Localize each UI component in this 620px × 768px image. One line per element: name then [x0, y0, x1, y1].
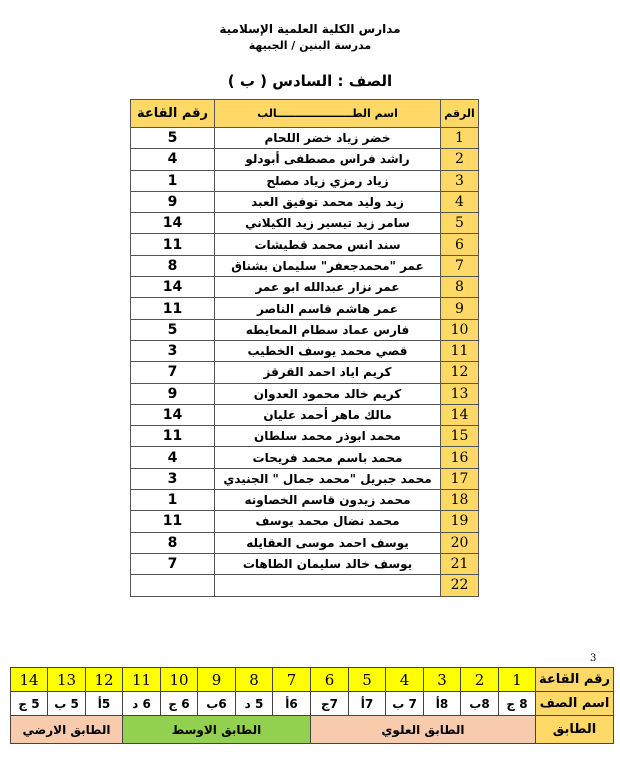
floor-room-number: 14	[11, 668, 48, 692]
row-number: 10	[441, 319, 479, 340]
student-name: سامر زيد تيسير زيد الكيلاني	[215, 213, 441, 234]
header-num: الرقم	[441, 100, 479, 128]
student-name: راشد فراس مصطفى أبودلو	[215, 149, 441, 170]
floor-ground: الطابق الارضي	[11, 716, 123, 744]
table-row	[131, 277, 479, 298]
student-name: يوسف احمد موسى العقايله	[215, 532, 441, 553]
table-row	[131, 404, 479, 425]
table-row	[131, 532, 479, 553]
room-number: 1	[131, 170, 215, 191]
floor-room-number: 10	[161, 668, 198, 692]
label-class: اسم الصف	[536, 692, 614, 716]
row-number: 3	[441, 170, 479, 191]
student-name: عمر نزار عبدالله ابو عمر	[215, 277, 441, 298]
floor-room-number: 9	[198, 668, 236, 692]
room-number: 14	[131, 213, 215, 234]
floor-class-name: 8ب	[461, 692, 499, 716]
row-number: 12	[441, 362, 479, 383]
student-name: مالك ماهر أحمد عليان	[215, 404, 441, 425]
student-name: محمد باسم محمد فريحات	[215, 447, 441, 468]
floor-class-name: 6أ	[273, 692, 311, 716]
floor-room-number: 2	[461, 668, 499, 692]
table-row	[131, 490, 479, 511]
floor-class-name: 8أ	[424, 692, 461, 716]
school-name: مدارس الكلية العلمية الإسلامية	[219, 22, 401, 36]
student-name: محمد جبريل "محمد جمال " الجنيدي	[215, 468, 441, 489]
row-number: 13	[441, 383, 479, 404]
floor-class-name: 7أ	[349, 692, 386, 716]
room-number	[131, 575, 215, 596]
row-number: 16	[441, 447, 479, 468]
floor-class-name: 7 ب	[386, 692, 424, 716]
room-number: 11	[131, 426, 215, 447]
floor-class-name: 6 د	[123, 692, 161, 716]
student-name: عمر "محمدجعفر" سليمان بشناق	[215, 255, 441, 276]
floor-class-name: 6ب	[198, 692, 236, 716]
table-row	[131, 362, 479, 383]
table-row	[131, 468, 479, 489]
floor-room-number: 5	[349, 668, 386, 692]
row-number: 14	[441, 404, 479, 425]
row-number: 15	[441, 426, 479, 447]
room-number: 5	[131, 319, 215, 340]
room-number: 4	[131, 149, 215, 170]
table-row	[131, 575, 479, 596]
row-number: 1	[441, 128, 479, 149]
page-number: 3	[590, 653, 597, 664]
table-row	[131, 511, 479, 532]
table-row	[131, 149, 479, 170]
student-name: محمد نضال محمد يوسف	[215, 511, 441, 532]
row-number: 21	[441, 553, 479, 574]
floor-room-number: 3	[424, 668, 461, 692]
floor-room-number: 7	[273, 668, 311, 692]
row-number: 6	[441, 234, 479, 255]
floor-room-number: 12	[86, 668, 123, 692]
students-table	[130, 99, 479, 597]
table-row	[131, 298, 479, 319]
student-name: محمد ابوذر محمد سلطان	[215, 426, 441, 447]
row-number: 18	[441, 490, 479, 511]
student-name: سند انس محمد قطيشات	[215, 234, 441, 255]
student-name: محمد زيدون قاسم الخصاونه	[215, 490, 441, 511]
table-header-row	[131, 100, 479, 128]
room-number: 4	[131, 447, 215, 468]
table-row	[131, 191, 479, 212]
label-room: رقم القاعة	[536, 668, 614, 692]
room-number: 8	[131, 532, 215, 553]
table-row	[131, 553, 479, 574]
class-title: الصف : السادس ( ب )	[227, 72, 393, 90]
student-name: يوسف خالد سليمان الطاهات	[215, 553, 441, 574]
floor-row-floors	[11, 716, 614, 744]
floor-class-name: 5 ب	[48, 692, 86, 716]
room-number: 11	[131, 298, 215, 319]
room-number: 3	[131, 468, 215, 489]
row-number: 8	[441, 277, 479, 298]
table-row	[131, 447, 479, 468]
floor-table	[10, 667, 614, 744]
room-number: 9	[131, 191, 215, 212]
student-name: عمر هاشم قاسم الناصر	[215, 298, 441, 319]
label-floor: الطابق	[536, 716, 614, 744]
table-row	[131, 340, 479, 361]
room-number: 11	[131, 234, 215, 255]
student-name: زيد وليد محمد توفيق العبد	[215, 191, 441, 212]
floor-room-number: 13	[48, 668, 86, 692]
floor-class-name: 5أ	[86, 692, 123, 716]
row-number: 9	[441, 298, 479, 319]
floor-class-name: 5 د	[236, 692, 273, 716]
student-name	[215, 575, 441, 596]
floor-room-number: 1	[499, 668, 536, 692]
table-row	[131, 128, 479, 149]
floor-class-name: 7ج	[311, 692, 349, 716]
table-row	[131, 319, 479, 340]
student-name: كريم خالد محمود العدوان	[215, 383, 441, 404]
table-row	[131, 255, 479, 276]
room-number: 7	[131, 362, 215, 383]
room-number: 7	[131, 553, 215, 574]
row-number: 4	[441, 191, 479, 212]
student-name: خضر زياد خضر اللحام	[215, 128, 441, 149]
room-number: 5	[131, 128, 215, 149]
floor-class-name: 5 ج	[11, 692, 48, 716]
table-row	[131, 170, 479, 191]
header-room: رقم القاعة	[131, 100, 215, 128]
floor-middle: الطابق الاوسط	[123, 716, 311, 744]
row-number: 19	[441, 511, 479, 532]
table-row	[131, 213, 479, 234]
floor-row-classes	[11, 692, 614, 716]
room-number: 14	[131, 404, 215, 425]
table-row	[131, 383, 479, 404]
room-number: 3	[131, 340, 215, 361]
student-name: فارس عماد سطام المعايطه	[215, 319, 441, 340]
row-number: 22	[441, 575, 479, 596]
floor-room-number: 6	[311, 668, 349, 692]
student-name: قصي محمد يوسف الخطيب	[215, 340, 441, 361]
header-name: اسم الطــــــــــــــــــــالب	[215, 100, 441, 128]
room-number: 1	[131, 490, 215, 511]
floor-class-name: 8 ج	[499, 692, 536, 716]
floor-top: الطابق العلوي	[311, 716, 536, 744]
floor-class-name: 6 ج	[161, 692, 198, 716]
row-number: 11	[441, 340, 479, 361]
floor-row-rooms	[11, 668, 614, 692]
row-number: 5	[441, 213, 479, 234]
row-number: 2	[441, 149, 479, 170]
row-number: 20	[441, 532, 479, 553]
room-number: 11	[131, 511, 215, 532]
student-name: زياد رمزي زياد مصلح	[215, 170, 441, 191]
student-name: كريم اياد احمد القرقز	[215, 362, 441, 383]
room-number: 8	[131, 255, 215, 276]
table-row	[131, 426, 479, 447]
floor-room-number: 8	[236, 668, 273, 692]
row-number: 17	[441, 468, 479, 489]
floor-room-number: 4	[386, 668, 424, 692]
room-number: 14	[131, 277, 215, 298]
row-number: 7	[441, 255, 479, 276]
branch-name: مدرسة البنين / الجبيهة	[248, 39, 372, 52]
floor-room-number: 11	[123, 668, 161, 692]
room-number: 9	[131, 383, 215, 404]
table-row	[131, 234, 479, 255]
